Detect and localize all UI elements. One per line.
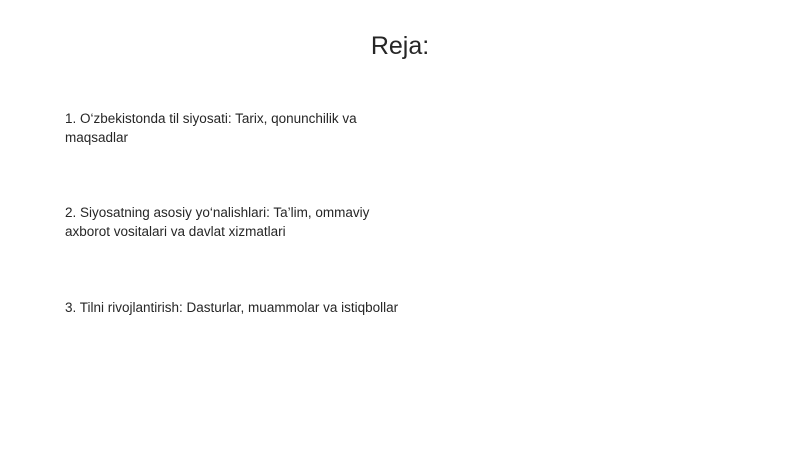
agenda-item-2-line-2: axborot vositalari va davlat xizmatlari (65, 224, 286, 239)
agenda-item-2-line-1: 2. Siyosatning asosiy yo‘nalishlari: Ta’lim, ommaviy (65, 205, 370, 220)
agenda-item-3 (65, 298, 445, 317)
agenda-item-1 (65, 109, 415, 147)
agenda-item-1-line-1: 1. O‘zbekistonda til siyosati: Tarix, qonunchilik va (65, 111, 357, 126)
agenda-item-3-line-1: 3. Tilni rivojlantirish: Dasturlar, muammolar va istiqbollar (65, 300, 399, 315)
agenda-item-2 (65, 203, 415, 241)
agenda-item-1-line-2: maqsadlar (65, 130, 129, 145)
slide-title: Reja: (370, 32, 430, 60)
